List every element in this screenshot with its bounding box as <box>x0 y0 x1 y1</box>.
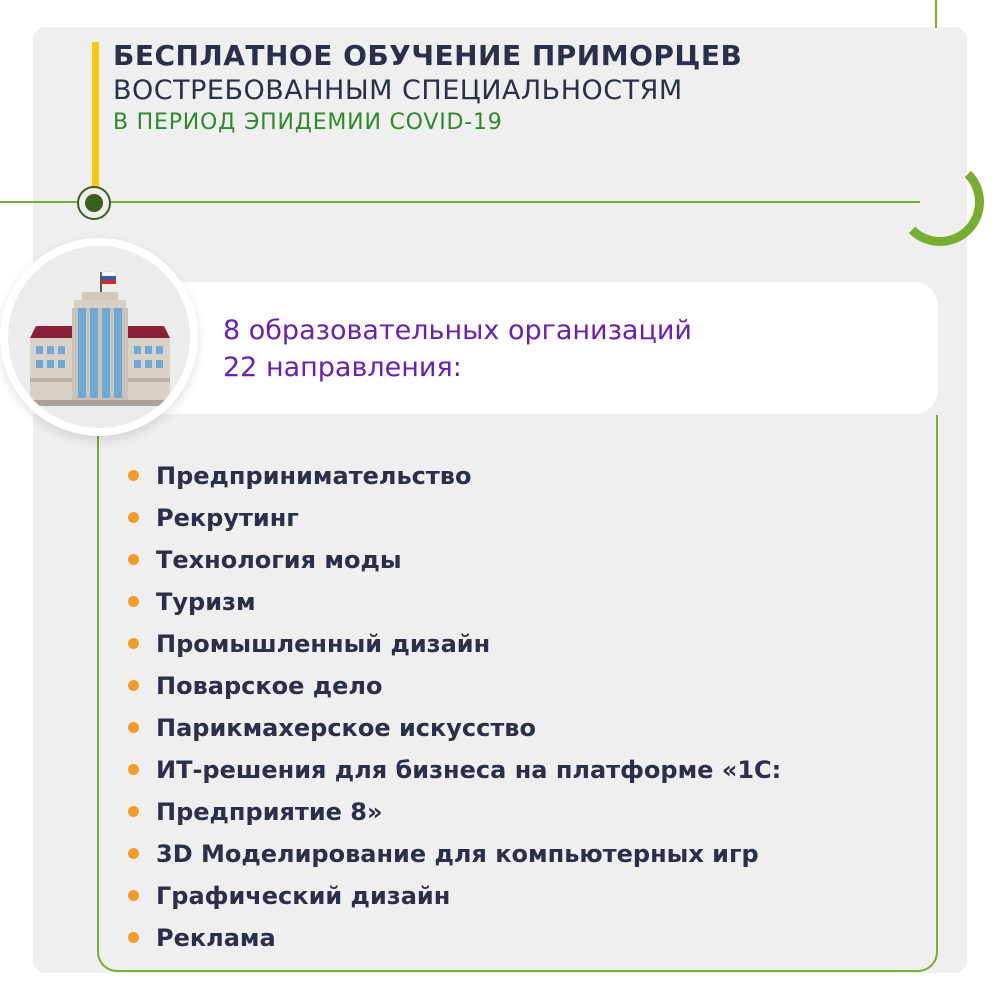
list-item: Предприятие 8» <box>128 791 781 833</box>
bullet-icon <box>128 680 139 691</box>
list-item: Графический дизайн <box>128 875 781 917</box>
list-item: Промышленный дизайн <box>128 623 781 665</box>
bullet-icon <box>128 932 139 943</box>
bullet-icon <box>128 554 139 565</box>
list-item: Парикмахерское искусство <box>128 707 781 749</box>
info-summary <box>223 312 692 386</box>
bullet-icon <box>128 512 139 523</box>
bullet-icon <box>128 596 139 607</box>
header-accent-bar <box>92 42 99 188</box>
title-line-3: В ПЕРИОД ЭПИДЕМИИ COVID-19 <box>113 110 503 135</box>
frame-line-horizontal <box>0 201 920 203</box>
frame-line-top <box>935 0 937 28</box>
directions-count: 22 направления: <box>223 352 462 383</box>
title-line-1: БЕСПЛАТНОЕ ОБУЧЕНИЕ ПРИМОРЦЕВ <box>113 39 743 72</box>
bullet-icon <box>128 764 139 775</box>
bullet-icon <box>128 722 139 733</box>
bullet-icon <box>128 848 139 859</box>
list-item: Рекрутинг <box>128 497 781 539</box>
page-title <box>113 38 893 138</box>
list-item: Реклама <box>128 917 781 959</box>
bullet-icon <box>128 470 139 481</box>
title-line-2: ВОСТРЕБОВАННЫМ СПЕЦИАЛЬНОСТЯМ <box>113 75 683 106</box>
building-icon <box>0 238 198 436</box>
frame-corner-arc <box>896 158 984 246</box>
list-item: 3D Моделирование для компьютерных игр <box>128 833 781 875</box>
list-item: Предпринимательство <box>128 455 781 497</box>
bullet-icon <box>128 638 139 649</box>
russian-flag-icon <box>102 272 116 276</box>
list-item: ИТ-решения для бизнеса на платформе «1С: <box>128 749 781 791</box>
list-item: Поварское дело <box>128 665 781 707</box>
bullet-icon <box>128 890 139 901</box>
building-illustration <box>20 268 180 408</box>
list-item: Туризм <box>128 581 781 623</box>
timeline-node-icon <box>77 186 111 220</box>
directions-list <box>128 455 781 959</box>
bullet-icon <box>128 806 139 817</box>
list-item: Технология моды <box>128 539 781 581</box>
organizations-count: 8 образовательных организаций <box>223 315 692 346</box>
